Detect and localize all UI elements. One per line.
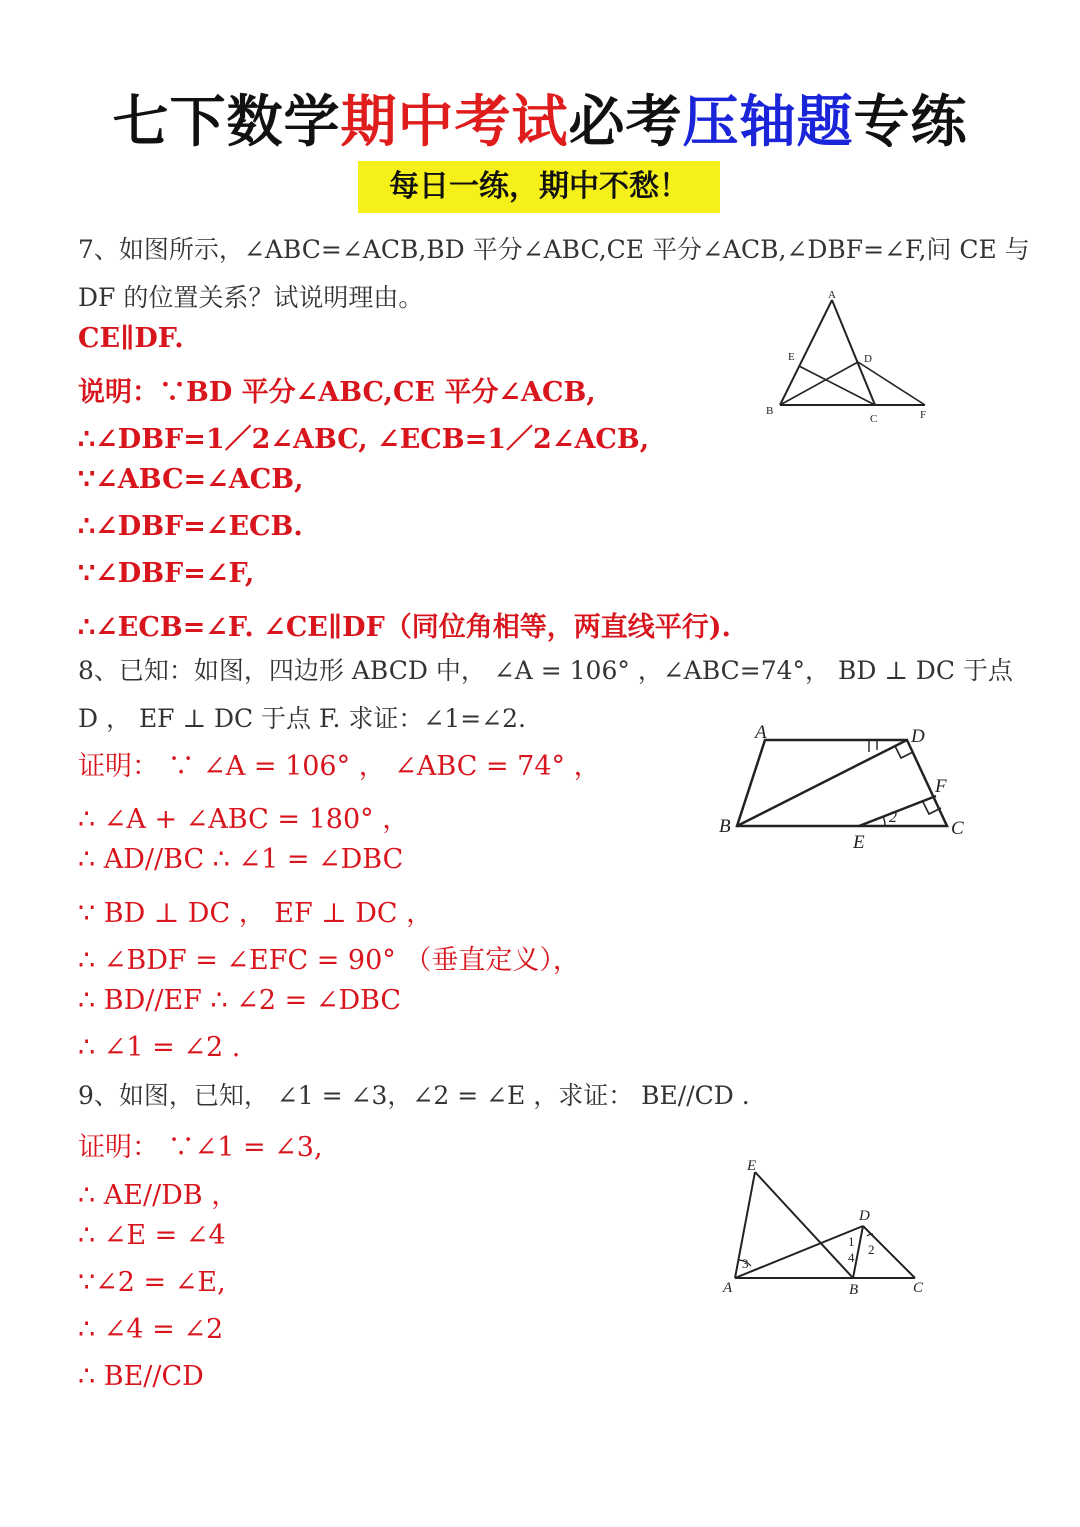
problem-8-answer-line-4: ∵ BD ⊥ DC ， EF ⊥ DC ， bbox=[78, 898, 434, 929]
problem-7-question-line-2: DF 的位置关系？试说明理由。 bbox=[78, 283, 424, 312]
problem-7-question-line-1: 7、如图所示，∠ABC=∠ACB,BD 平分∠ABC,CE 平分∠ACB,∠DBF=∠F,问 CE 与 bbox=[78, 235, 1030, 264]
fig8-label-c: C bbox=[951, 818, 964, 839]
title-part-4: 压轴题 bbox=[682, 90, 854, 155]
problem-7-answer-line-2: 说明：∵BD 平分∠ABC,CE 平分∠ACB, bbox=[78, 377, 596, 408]
problem-9-question-line: 9、如图，已知， ∠1 = ∠3，∠2 = ∠E ，求证： BE//CD . bbox=[78, 1081, 750, 1110]
daily-banner: 每日一练，期中不愁！ bbox=[358, 161, 720, 213]
fig9-label-e: E bbox=[747, 1158, 757, 1174]
problem-9-answer-line-6: ∴ BE//CD bbox=[78, 1361, 204, 1392]
fig7-label-b: B bbox=[766, 405, 774, 417]
problem-7-answer-line-5: ∴∠DBF=∠ECB. bbox=[78, 511, 303, 542]
problem-7-answer-line-7: ∴∠ECB=∠F. ∠CE∥DF（同位角相等，两直线平行). bbox=[78, 612, 731, 643]
fig7-label-e: E bbox=[788, 351, 795, 363]
fig9-label-d: D bbox=[859, 1208, 870, 1224]
problem-8-answer-line-1: 证明： ∵ ∠A = 106° ， ∠ABC = 74° ， bbox=[78, 751, 601, 782]
problem-8-question-line-1: 8、已知：如图，四边形 ABCD 中， ∠A = 106° ，∠ABC=74°， BD ⊥ DC 于点 bbox=[78, 656, 1013, 685]
fig7-label-d: D bbox=[864, 353, 872, 365]
problem-7-answer-line-3: ∴∠DBF=1／2∠ABC, ∠ECB=1／2∠ACB, bbox=[78, 424, 650, 455]
problem-9-answer-line-5: ∴ ∠4 = ∠2 bbox=[78, 1314, 224, 1345]
fig9-label-2: 2 bbox=[868, 1242, 875, 1257]
problem-9-answer-line-2: ∴ AE//DB ， bbox=[78, 1180, 239, 1211]
problem-9-answer-line-3: ∴ ∠E = ∠4 bbox=[78, 1220, 226, 1251]
fig9-label-4: 4 bbox=[848, 1250, 855, 1265]
fig8-label-b: B bbox=[719, 816, 731, 837]
title-part-2: 期中考试 bbox=[340, 90, 569, 155]
problem-8-answer-line-7: ∴ ∠1 = ∠2 . bbox=[78, 1032, 241, 1063]
fig8-label-e: E bbox=[853, 832, 865, 853]
problem-9-triangle-figure bbox=[715, 1150, 945, 1300]
title-part-5: 专练 bbox=[853, 90, 968, 155]
fig9-label-1: 1 bbox=[848, 1234, 855, 1249]
problem-7-answer-line-6: ∵∠DBF=∠F, bbox=[78, 558, 255, 589]
fig7-label-c: C bbox=[870, 413, 878, 425]
problem-7-answer-line-4: ∵∠ABC=∠ACB, bbox=[78, 464, 304, 495]
problem-8-answer-line-6: ∴ BD//EF ∴ ∠2 = ∠DBC bbox=[78, 985, 402, 1016]
problem-8-question-line-2: D ， EF ⊥ DC 于点 F. 求证：∠1=∠2. bbox=[78, 704, 526, 733]
fig8-label-f: F bbox=[935, 776, 947, 797]
problem-9-answer-line-1: 证明： ∵∠1 = ∠3, bbox=[78, 1132, 323, 1163]
problem-9-answer-line-4: ∵∠2 = ∠E, bbox=[78, 1267, 226, 1298]
fig8-label-2: 2 bbox=[889, 809, 897, 826]
problem-8-quadrilateral-figure bbox=[715, 722, 975, 852]
title-part-1: 七下数学 bbox=[112, 90, 341, 155]
problem-8-answer-line-2: ∴ ∠A + ∠ABC = 180° ， bbox=[78, 804, 410, 835]
problem-8-answer-line-5: ∴ ∠BDF = ∠EFC = 90° （垂直定义）， bbox=[78, 945, 580, 976]
fig8-label-a: A bbox=[755, 722, 767, 743]
fig7-label-f: F bbox=[920, 409, 927, 421]
fig9-label-c: C bbox=[913, 1280, 924, 1296]
problem-7-answer-line-1: CE∥DF. bbox=[78, 323, 184, 354]
fig9-label-b: B bbox=[849, 1282, 859, 1298]
fig9-label-a: A bbox=[723, 1280, 733, 1296]
fig9-label-3: 3 bbox=[742, 1256, 749, 1271]
problem-8-answer-line-3: ∴ AD//BC ∴ ∠1 = ∠DBC bbox=[78, 844, 404, 875]
fig7-label-a: A bbox=[828, 289, 836, 301]
page-title bbox=[0, 78, 1080, 158]
problem-7-triangle-figure bbox=[760, 290, 940, 430]
fig8-label-d: D bbox=[911, 726, 925, 747]
title-part-3: 必考 bbox=[568, 90, 683, 155]
